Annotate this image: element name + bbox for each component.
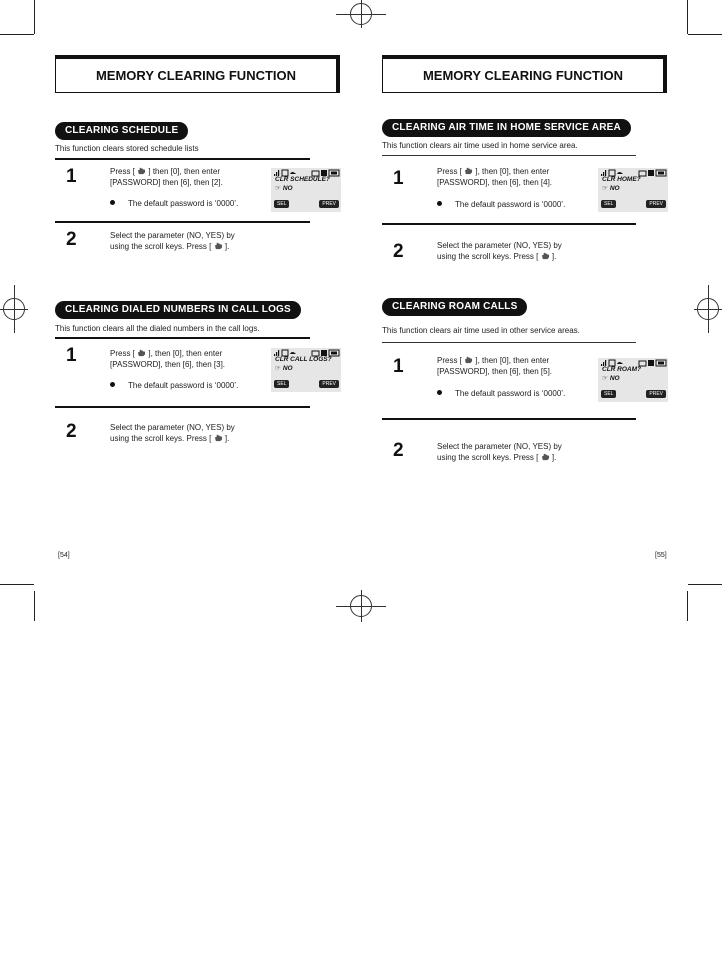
instruction-text: Press [ xyxy=(110,349,135,358)
menu-key-icon xyxy=(214,434,223,442)
instruction-text: [PASSWORD] then [6], then [2]. xyxy=(110,178,223,187)
pointing-hand-icon: ☞ xyxy=(602,185,608,192)
instruction-text: ]. xyxy=(224,242,230,251)
step-number: 1 xyxy=(393,168,404,189)
step-instruction xyxy=(437,355,552,377)
instruction-text: using the scroll keys. Press [ xyxy=(110,434,212,443)
section-heading: CLEARING SCHEDULE xyxy=(55,122,188,140)
bullet-icon xyxy=(437,390,442,395)
instruction-text: Select the parameter (NO, YES) by xyxy=(110,423,235,432)
screen-option-value: NO xyxy=(282,185,293,192)
instruction-text: Press [ xyxy=(110,167,135,176)
page-title: MEMORY CLEARING FUNCTION xyxy=(382,55,667,93)
section-description: This function clears air time used in other service areas. xyxy=(382,326,580,335)
divider xyxy=(382,342,636,343)
step-instruction xyxy=(437,441,562,463)
instruction-text: Select the parameter (NO, YES) by xyxy=(437,442,562,451)
menu-key-icon xyxy=(541,252,550,260)
bullet-text: The default password is ‘0000’. xyxy=(128,199,239,208)
screen-option-value: NO xyxy=(609,375,620,382)
instruction-text: ], then [0], then enter xyxy=(475,356,550,365)
bullet-icon xyxy=(110,200,115,205)
bullet-text: The default password is ‘0000’. xyxy=(455,200,566,209)
menu-key-icon xyxy=(541,453,550,461)
step-instruction xyxy=(437,240,562,262)
screen-option xyxy=(602,374,620,382)
step-instruction xyxy=(110,348,225,370)
instruction-text: ], then [0], then enter xyxy=(475,167,550,176)
menu-key-icon xyxy=(464,167,473,175)
instruction-text: [PASSWORD], then [6], then [5]. xyxy=(437,367,553,376)
section-description: This function clears air time used in home service area. xyxy=(382,141,578,150)
divider xyxy=(55,221,310,223)
pointing-hand-icon: ☞ xyxy=(275,365,281,372)
section-description: This function clears all the dialed numbers in the call logs. xyxy=(55,324,260,333)
step-number: 2 xyxy=(393,241,404,262)
menu-key-icon xyxy=(214,242,223,250)
step-number: 1 xyxy=(66,345,77,366)
step-number: 1 xyxy=(66,166,77,187)
page-title: MEMORY CLEARING FUNCTION xyxy=(55,55,340,93)
step-number: 2 xyxy=(66,229,77,250)
softkey-sel: SEL xyxy=(601,200,616,208)
screen-option xyxy=(275,184,293,192)
instruction-text: Press [ xyxy=(437,356,462,365)
section-heading: CLEARING AIR TIME IN HOME SERVICE AREA xyxy=(382,119,631,137)
instruction-text: [PASSWORD], then [6], then [4]. xyxy=(437,178,553,187)
step-instruction xyxy=(110,422,235,444)
instruction-text: using the scroll keys. Press [ xyxy=(437,252,539,261)
divider xyxy=(382,155,636,156)
instruction-text: ]. xyxy=(551,252,557,261)
step-number: 1 xyxy=(393,356,404,377)
phone-screen xyxy=(271,168,341,212)
instruction-text: Press [ xyxy=(437,167,462,176)
divider xyxy=(382,223,636,225)
screen-prompt: CLR CALL LOGS? xyxy=(275,356,332,363)
softkey-sel: SEL xyxy=(601,390,616,398)
divider xyxy=(55,158,310,160)
screen-option-value: NO xyxy=(609,185,620,192)
instruction-text: Select the parameter (NO, YES) by xyxy=(110,231,235,240)
bullet-icon xyxy=(110,382,115,387)
pointing-hand-icon: ☞ xyxy=(602,375,608,382)
screen-option xyxy=(602,184,620,192)
step-number: 2 xyxy=(393,440,404,461)
phone-screen xyxy=(598,168,668,212)
screen-prompt: CLR ROAM? xyxy=(602,366,641,373)
screen-prompt: CLR SCHEDULE? xyxy=(275,176,330,183)
phone-screen xyxy=(271,348,341,392)
bullet-note xyxy=(110,199,238,208)
bullet-note xyxy=(437,200,565,209)
softkey-prev: PREV xyxy=(646,390,666,398)
instruction-text: ], then [0], then enter xyxy=(148,349,223,358)
menu-key-icon xyxy=(464,356,473,364)
step-instruction xyxy=(110,230,235,252)
pointing-hand-icon: ☞ xyxy=(275,185,281,192)
section-heading: CLEARING ROAM CALLS xyxy=(382,298,527,316)
divider xyxy=(55,406,310,408)
bullet-note xyxy=(437,389,565,398)
instruction-text: Select the parameter (NO, YES) by xyxy=(437,241,562,250)
instruction-text: ] then [0], then enter xyxy=(148,167,220,176)
step-instruction xyxy=(437,166,552,188)
softkey-prev: PREV xyxy=(646,200,666,208)
bullet-text: The default password is ‘0000’. xyxy=(455,389,566,398)
page-number: [55] xyxy=(655,552,667,559)
softkey-sel: SEL xyxy=(274,380,289,388)
divider xyxy=(55,337,310,339)
softkey-prev: PREV xyxy=(319,380,339,388)
instruction-text: using the scroll keys. Press [ xyxy=(437,453,539,462)
screen-option xyxy=(275,364,293,372)
section-description: This function clears stored schedule lists xyxy=(55,144,199,153)
bullet-icon xyxy=(437,201,442,206)
page-number: [54] xyxy=(58,552,70,559)
section-heading: CLEARING DIALED NUMBERS IN CALL LOGS xyxy=(55,301,301,319)
instruction-text: using the scroll keys. Press [ xyxy=(110,242,212,251)
instruction-text: ]. xyxy=(551,453,557,462)
instruction-text: ]. xyxy=(224,434,230,443)
softkey-sel: SEL xyxy=(274,200,289,208)
bullet-text: The default password is ‘0000’. xyxy=(128,381,239,390)
menu-key-icon xyxy=(137,349,146,357)
bullet-note xyxy=(110,381,238,390)
phone-screen xyxy=(598,358,668,402)
divider xyxy=(382,418,636,420)
softkey-prev: PREV xyxy=(319,200,339,208)
step-instruction xyxy=(110,166,223,188)
instruction-text: [PASSWORD], then [6], then [3]. xyxy=(110,360,226,369)
menu-key-icon xyxy=(137,167,146,175)
screen-option-value: NO xyxy=(282,365,293,372)
screen-prompt: CLR HOME? xyxy=(602,176,641,183)
step-number: 2 xyxy=(66,421,77,442)
